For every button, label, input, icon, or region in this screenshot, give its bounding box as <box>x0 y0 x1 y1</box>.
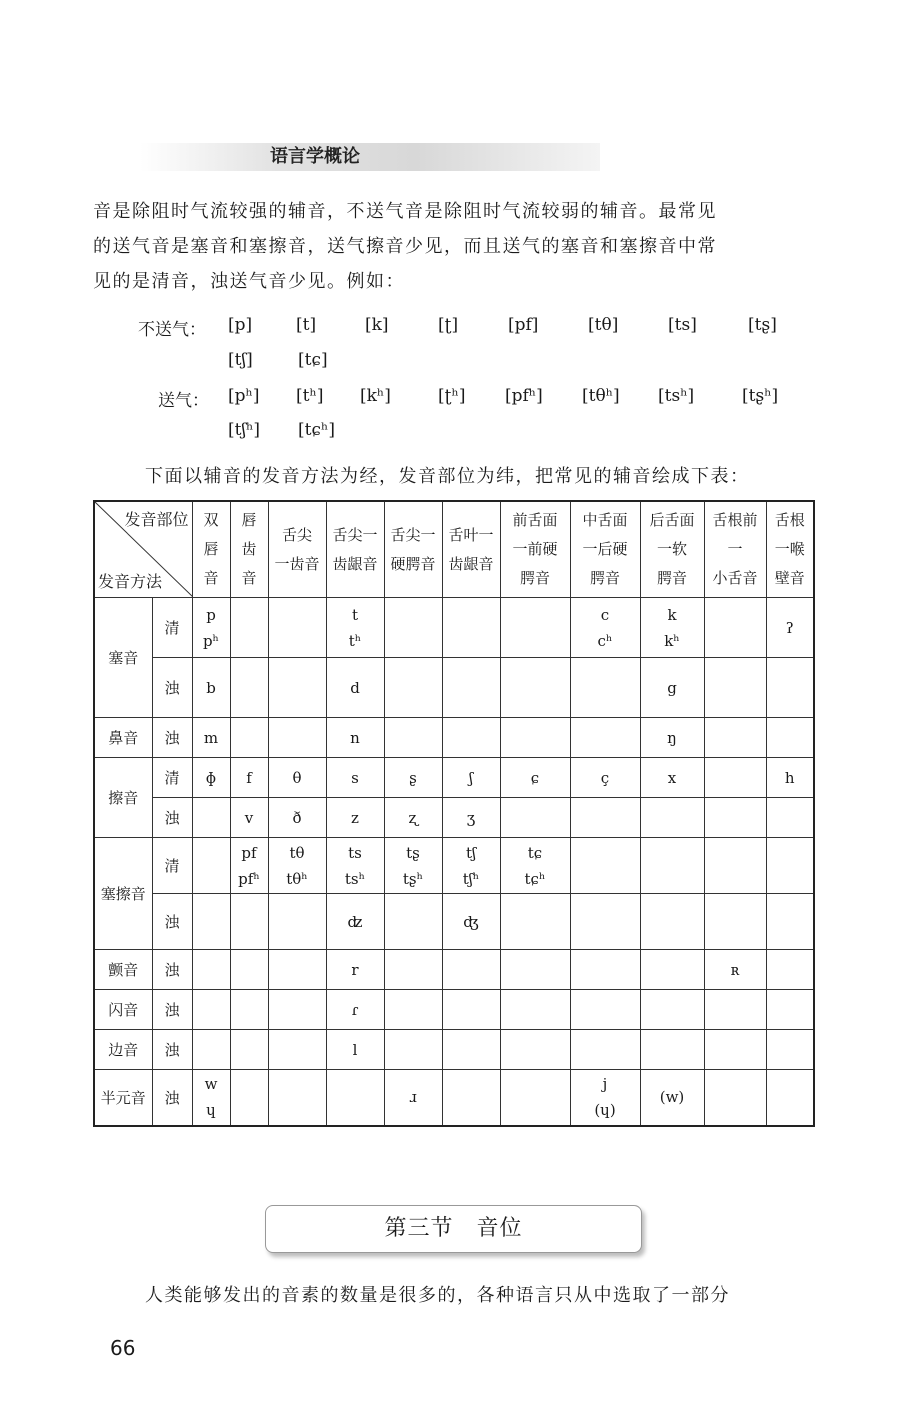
unaspirated-label: 不送气： <box>138 320 206 340</box>
example-aspirated: [tsʰ] <box>658 386 695 406</box>
place-header: 双 唇 音 <box>192 501 230 598</box>
consonant-cell <box>192 894 230 950</box>
table-row <box>94 838 814 894</box>
consonant-cell: ɹ <box>384 1070 442 1126</box>
consonant-cell <box>268 894 326 950</box>
consonant-cell <box>268 950 326 990</box>
example-unaspirated: [ʈ] <box>438 315 459 335</box>
section-heading: 第三节 音位 <box>265 1205 642 1253</box>
consonant-cell <box>384 990 442 1030</box>
consonant-cell <box>268 658 326 718</box>
running-header-title: 语言学概论 <box>270 146 360 167</box>
consonant-cell: ʀ <box>704 950 766 990</box>
consonant-cell: ɸ <box>192 758 230 798</box>
example-aspirated: [tʰ] <box>296 386 324 406</box>
consonant-cell: k kʰ <box>640 598 704 658</box>
place-header: 唇 齿 音 <box>230 501 268 598</box>
consonant-cell <box>570 990 640 1030</box>
table-corner-cell <box>94 501 192 598</box>
example-aspirated: [tθʰ] <box>582 386 620 406</box>
consonant-cell <box>500 718 570 758</box>
consonant-cell <box>570 1030 640 1070</box>
consonant-cell <box>704 990 766 1030</box>
aspirated-label: 送气： <box>158 391 209 411</box>
consonant-cell: tʃ tʃʰ <box>442 838 500 894</box>
paragraph-line: 人类能够发出的音素的数量是很多的，各种语言只从中选取了一部分 <box>145 1285 730 1306</box>
consonant-cell <box>192 1030 230 1070</box>
consonant-table <box>93 500 815 1127</box>
table-row <box>94 598 814 658</box>
table-row <box>94 894 814 950</box>
consonant-cell <box>326 1070 384 1126</box>
manner-cell: 擦音 <box>94 758 152 838</box>
consonant-cell: x <box>640 758 704 798</box>
consonant-cell: ts tsʰ <box>326 838 384 894</box>
example-unaspirated: [tɕ] <box>298 350 328 370</box>
example-unaspirated: [t] <box>296 315 317 335</box>
place-header: 后舌面 一软 腭音 <box>640 501 704 598</box>
consonant-cell <box>230 950 268 990</box>
consonant-cell <box>442 658 500 718</box>
consonant-cell <box>384 658 442 718</box>
place-header: 中舌面 一后硬 腭音 <box>570 501 640 598</box>
consonant-cell <box>500 1030 570 1070</box>
consonant-cell <box>766 894 814 950</box>
consonant-cell <box>230 1070 268 1126</box>
consonant-cell <box>704 658 766 718</box>
consonant-cell: ʐ <box>384 798 442 838</box>
table-row <box>94 990 814 1030</box>
consonant-cell: w ɥ <box>192 1070 230 1126</box>
manner-cell: 塞擦音 <box>94 838 152 950</box>
consonant-cell <box>384 894 442 950</box>
consonant-cell: f <box>230 758 268 798</box>
place-header: 舌叶一 齿龈音 <box>442 501 500 598</box>
consonant-cell: r <box>326 950 384 990</box>
consonant-cell: tʂ tʂʰ <box>384 838 442 894</box>
manner-cell: 闪音 <box>94 990 152 1030</box>
manner-cell: 边音 <box>94 1030 152 1070</box>
corner-manner-label: 发音方法 <box>98 572 163 591</box>
consonant-cell <box>766 798 814 838</box>
consonant-cell <box>230 718 268 758</box>
place-header: 舌尖 一齿音 <box>268 501 326 598</box>
consonant-cell <box>442 718 500 758</box>
consonant-cell <box>500 798 570 838</box>
consonant-cell <box>442 1070 500 1126</box>
consonant-cell <box>570 658 640 718</box>
example-aspirated: [tʃʰ] <box>228 420 261 440</box>
example-unaspirated: [k] <box>365 315 389 335</box>
consonant-cell <box>442 950 500 990</box>
consonant-cell <box>570 950 640 990</box>
consonant-cell <box>570 798 640 838</box>
consonant-cell <box>384 598 442 658</box>
consonant-cell: tθ tθʰ <box>268 838 326 894</box>
consonant-cell <box>384 950 442 990</box>
example-unaspirated: [pf] <box>508 315 539 335</box>
example-unaspirated: [tθ] <box>588 315 619 335</box>
header-band <box>140 143 600 171</box>
consonant-cell: b <box>192 658 230 718</box>
consonant-cell <box>766 718 814 758</box>
example-aspirated: [pʰ] <box>228 386 260 406</box>
table-row <box>94 1030 814 1070</box>
table-header-row <box>94 501 814 598</box>
example-unaspirated: [tʂ] <box>748 315 777 335</box>
consonant-cell <box>230 658 268 718</box>
consonant-cell: ɕ <box>500 758 570 798</box>
voicing-cell: 清 <box>152 838 192 894</box>
consonant-cell: ð <box>268 798 326 838</box>
consonant-cell <box>500 658 570 718</box>
consonant-cell <box>442 1030 500 1070</box>
consonant-cell <box>640 950 704 990</box>
consonant-cell <box>192 798 230 838</box>
consonant-cell: ŋ <box>640 718 704 758</box>
consonant-cell <box>704 718 766 758</box>
consonant-cell <box>500 1070 570 1126</box>
table-row <box>94 1070 814 1126</box>
consonant-cell <box>230 894 268 950</box>
consonant-cell <box>442 990 500 1030</box>
consonant-cell <box>704 758 766 798</box>
consonant-cell: ʃ <box>442 758 500 798</box>
consonant-cell <box>704 1070 766 1126</box>
example-aspirated: [pfʰ] <box>505 386 543 406</box>
table-row <box>94 798 814 838</box>
consonant-cell: tɕ tɕʰ <box>500 838 570 894</box>
consonant-cell: ɾ <box>326 990 384 1030</box>
consonant-cell: c cʰ <box>570 598 640 658</box>
corner-place-label: 发音部位 <box>124 510 189 529</box>
paragraph-line: 音是除阻时气流较强的辅音，不送气音是除阻时气流较弱的辅音。最常见 <box>93 201 717 222</box>
example-unaspirated: [p] <box>228 315 253 335</box>
voicing-cell: 浊 <box>152 658 192 718</box>
voicing-cell: 浊 <box>152 718 192 758</box>
consonant-cell <box>230 1030 268 1070</box>
consonant-cell <box>230 990 268 1030</box>
example-aspirated: [tɕʰ] <box>298 420 335 440</box>
consonant-cell <box>640 1030 704 1070</box>
table-body <box>94 598 814 1126</box>
voicing-cell: 浊 <box>152 894 192 950</box>
consonant-cell <box>704 598 766 658</box>
consonant-cell: j (ɥ) <box>570 1070 640 1126</box>
voicing-cell: 浊 <box>152 1070 192 1126</box>
table-row <box>94 718 814 758</box>
consonant-cell <box>500 990 570 1030</box>
consonant-cell: v <box>230 798 268 838</box>
example-unaspirated: [tʃ] <box>228 350 253 370</box>
consonant-cell <box>268 718 326 758</box>
consonant-cell: ʣ <box>326 894 384 950</box>
consonant-cell <box>704 838 766 894</box>
paragraph-line: 的送气音是塞音和塞擦音，送气擦音少见，而且送气的塞音和塞擦音中常 <box>93 236 717 257</box>
voicing-cell: 清 <box>152 758 192 798</box>
consonant-cell: d <box>326 658 384 718</box>
consonant-cell <box>766 838 814 894</box>
consonant-cell: m <box>192 718 230 758</box>
consonant-cell: h <box>766 758 814 798</box>
example-aspirated: [ʈʰ] <box>438 386 466 406</box>
example-aspirated: [tʂʰ] <box>742 386 779 406</box>
consonant-cell <box>766 950 814 990</box>
voicing-cell: 清 <box>152 598 192 658</box>
consonant-cell <box>192 838 230 894</box>
table-row <box>94 758 814 798</box>
consonant-cell <box>268 1030 326 1070</box>
table-caption: 下面以辅音的发音方法为经，发音部位为纬，把常见的辅音绘成下表： <box>145 466 750 487</box>
consonant-cell <box>704 894 766 950</box>
place-header: 前舌面 一前硬 腭音 <box>500 501 570 598</box>
consonant-cell: ʒ <box>442 798 500 838</box>
consonant-cell: t tʰ <box>326 598 384 658</box>
consonant-cell <box>640 798 704 838</box>
table-row <box>94 658 814 718</box>
consonant-cell: ç <box>570 758 640 798</box>
voicing-cell: 浊 <box>152 950 192 990</box>
manner-cell: 颤音 <box>94 950 152 990</box>
consonant-cell: (w) <box>640 1070 704 1126</box>
consonant-cell: z <box>326 798 384 838</box>
consonant-cell <box>384 718 442 758</box>
consonant-cell <box>766 1070 814 1126</box>
consonant-cell <box>442 598 500 658</box>
manner-cell: 半元音 <box>94 1070 152 1126</box>
consonant-cell <box>268 1070 326 1126</box>
table-row <box>94 950 814 990</box>
consonant-cell <box>704 798 766 838</box>
consonant-cell <box>766 1030 814 1070</box>
voicing-cell: 浊 <box>152 1030 192 1070</box>
consonant-cell <box>230 598 268 658</box>
consonant-cell <box>384 1030 442 1070</box>
consonant-cell: g <box>640 658 704 718</box>
consonant-cell <box>766 990 814 1030</box>
consonant-cell: l <box>326 1030 384 1070</box>
consonant-cell <box>704 1030 766 1070</box>
paragraph-line: 见的是清音，浊送气音少见。例如： <box>93 271 405 292</box>
voicing-cell: 浊 <box>152 990 192 1030</box>
example-unaspirated: [ts] <box>668 315 697 335</box>
consonant-cell: ʔ <box>766 598 814 658</box>
consonant-cell: n <box>326 718 384 758</box>
place-header: 舌根前 一 小舌音 <box>704 501 766 598</box>
consonant-cell <box>766 658 814 718</box>
example-aspirated: [kʰ] <box>360 386 391 406</box>
consonant-cell <box>570 838 640 894</box>
consonant-cell <box>192 990 230 1030</box>
consonant-cell <box>268 598 326 658</box>
consonant-cell <box>570 894 640 950</box>
manner-cell: 塞音 <box>94 598 152 718</box>
consonant-cell: ʤ <box>442 894 500 950</box>
consonant-cell: pf pfʰ <box>230 838 268 894</box>
place-header: 舌根 一喉 壁音 <box>766 501 814 598</box>
consonant-cell <box>640 990 704 1030</box>
consonant-cell <box>500 950 570 990</box>
manner-cell: 鼻音 <box>94 718 152 758</box>
voicing-cell: 浊 <box>152 798 192 838</box>
consonant-cell <box>192 950 230 990</box>
consonant-cell: θ <box>268 758 326 798</box>
page-number: 66 <box>110 1336 136 1360</box>
consonant-cell: ʂ <box>384 758 442 798</box>
consonant-cell <box>640 838 704 894</box>
consonant-cell <box>640 894 704 950</box>
consonant-cell: p pʰ <box>192 598 230 658</box>
place-header: 舌尖一 齿龈音 <box>326 501 384 598</box>
consonant-cell <box>500 598 570 658</box>
consonant-cell <box>500 894 570 950</box>
place-header: 舌尖一 硬腭音 <box>384 501 442 598</box>
consonant-cell <box>570 718 640 758</box>
consonant-cell <box>268 990 326 1030</box>
consonant-cell: s <box>326 758 384 798</box>
